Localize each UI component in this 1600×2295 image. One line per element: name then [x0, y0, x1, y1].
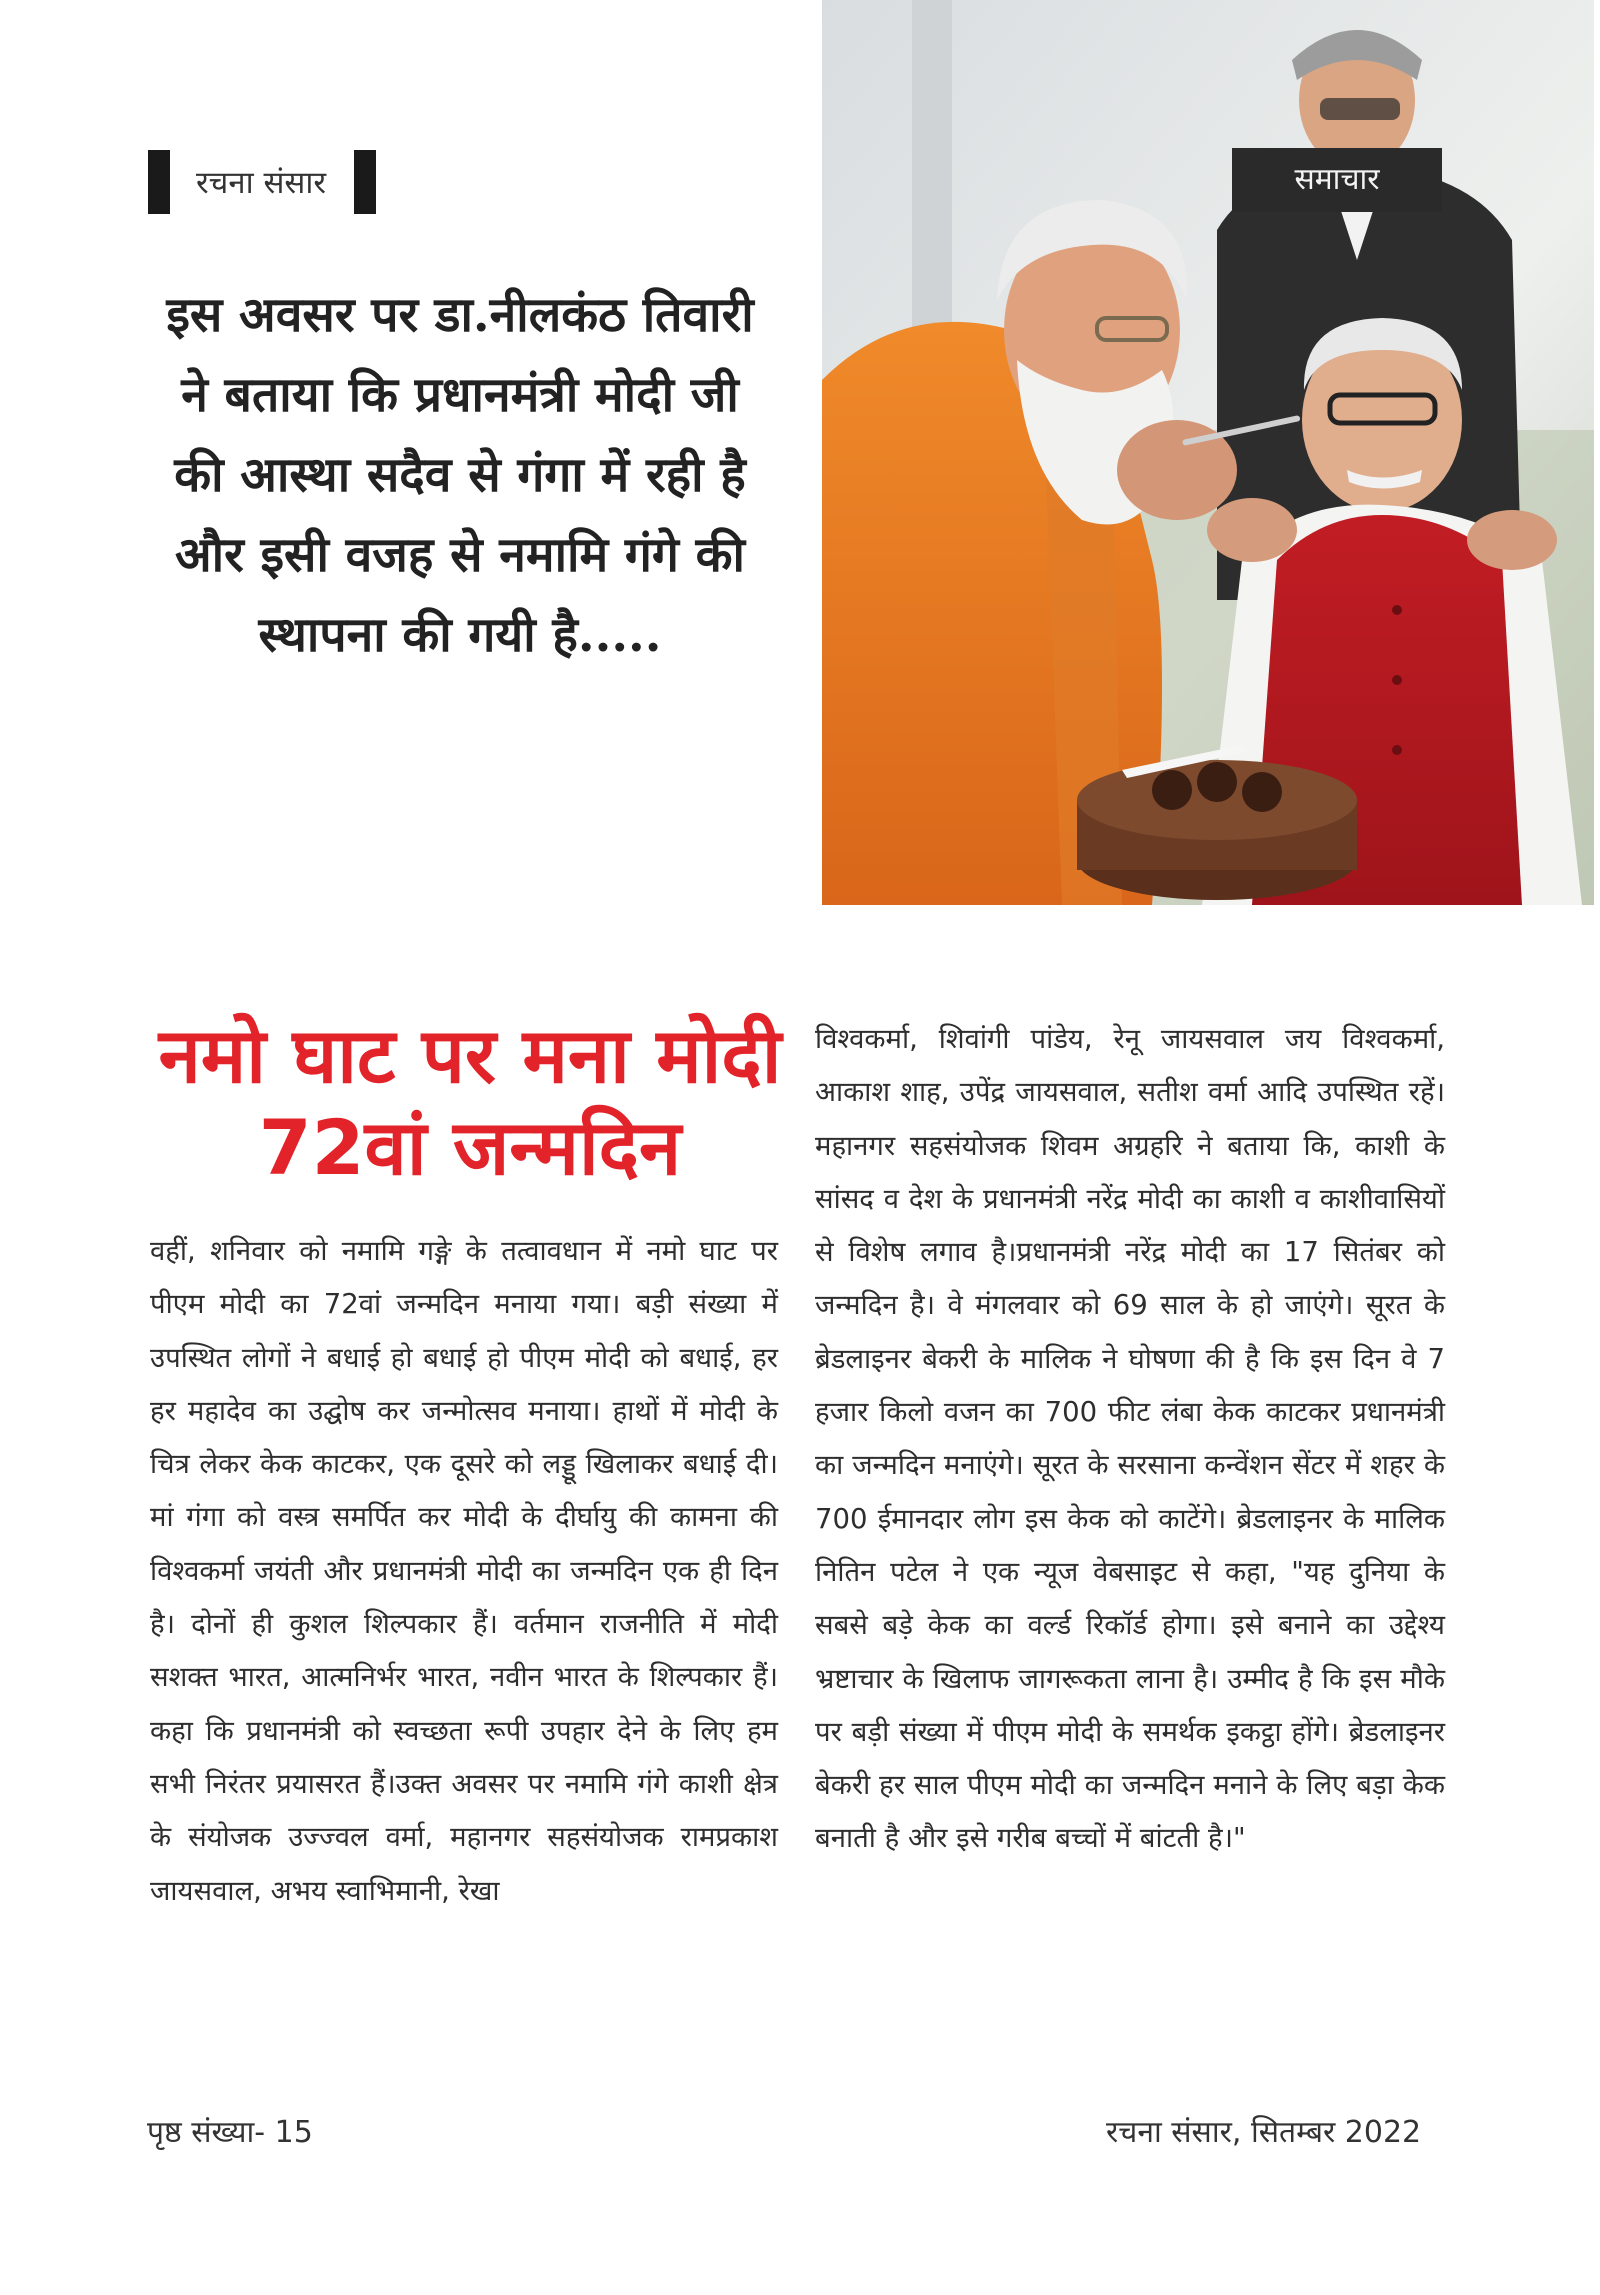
tag-bar-right [354, 150, 376, 214]
news-photo [822, 0, 1594, 905]
body-column-right: विश्वकर्मा, शिवांगी पांडेय, रेनू जायसवाल जय विश्वकर्मा, आकाश शाह, उपेंद्र जायसवाल, सतीश वर्मा आदि उपस्थित रहें।महानगर सहसंयोजक शिवम अग्रहरि ने बताया कि, काशी के सांसद व देश के प्रधानमंत्री नरेंद्र मोदी का काशी व काशीवासियों से विशेष लगाव है।प्रधानमंत्री नरेंद्र मोदी का 17 सितंबर को जन्मदिन है। वे मंगलवार को 69 साल के हो जाएंगे। सूरत के ब्रेडलाइनर बेकरी के मालिक ने घोषणा की है कि इस दिन वे 7 हजार किलो वजन का 700 फीट लंबा केक काटकर प्रधानमंत्री का जन्मदिन मनाएंगे। सूरत के सरसाना कन्वेंशन सेंटर में शहर के 700 ईमानदार लोग इस केक को काटेंगे। ब्रेडलाइनर के मालिक नितिन पटेल ने एक न्यूज वेबसाइट से कहा, "यह दुनिया के सबसे बड़े केक का वर्ल्ड रिकॉर्ड होगा। इसे बनाने का उद्देश्य भ्रष्टाचार के खिलाफ जागरूकता लाना है। उम्मीद है कि इस मौके पर बड़ी संख्या में पीएम मोदी के समर्थक इकट्ठा होंगे। ब्रेडलाइनर बेकरी हर साल पीएम मोदी का जन्मदिन मनाने के लिए बड़ा केक बनाती है और इसे गरीब बच्चों में बांटती है।" [815, 1023, 1445, 1855]
page-number: पृष्ठ संख्या- 15 [147, 2115, 313, 2150]
headline: नमो घाट पर मना मोदी 72वां जन्मदिन [158, 1011, 782, 1192]
issue-info: रचना संसार, सितम्बर 2022 [1106, 2115, 1422, 2150]
magazine-tag-label: रचना संसार [196, 165, 327, 201]
tag-bar-left [148, 150, 170, 214]
magazine-tag [148, 150, 376, 214]
body-column-left: वहीं, शनिवार को नमामि गङ्गे के तत्वावधान में नमो घाट पर पीएम मोदी का 72वां जन्मदिन मनाया गया। बड़ी संख्या में उपस्थित लोगों ने बधाई हो बधाई हो पीएम मोदी को बधाई, हर हर महादेव का उद्घोष कर जन्मोत्सव मनाया। हाथों में मोदी के चित्र लेकर केक काटकर, एक दूसरे को लड्डू खिलाकर बधाई दी। मां गंगा को वस्त्र समर्पित कर मोदी के दीर्घायु की कामना की विश्वकर्मा जयंती और प्रधानमंत्री मोदी का जन्मदिन एक ही दिन है। दोनों ही कुशल शिल्पकार हैं। वर्तमान राजनीति में मोदी सशक्त भारत, आत्मनिर्भर भारत, नवीन भारत के शिल्पकार हैं। कहा कि प्रधानमंत्री को स्वच्छता रूपी उपहार देने के लिए हम सभी निरंतर प्रयासरत हैं।उक्त अवसर पर नमामि गंगे काशी क्षेत्र के संयोजक उज्ज्वल वर्मा, महानगर सहसंयोजक रामप्रकाश जायसवाल, अभय स्वाभिमानी, रेखा [150, 1235, 778, 1907]
pull-quote: इस अवसर पर डा.नीलकंठ तिवारी ने बताया कि प्रधानमंत्री मोदी जी की आस्था सदैव से गंगा में रही है और इसी वजह से नमामि गंगे की स्थापना की गयी है..... [166, 287, 754, 663]
section-label: समाचार [1232, 148, 1442, 212]
